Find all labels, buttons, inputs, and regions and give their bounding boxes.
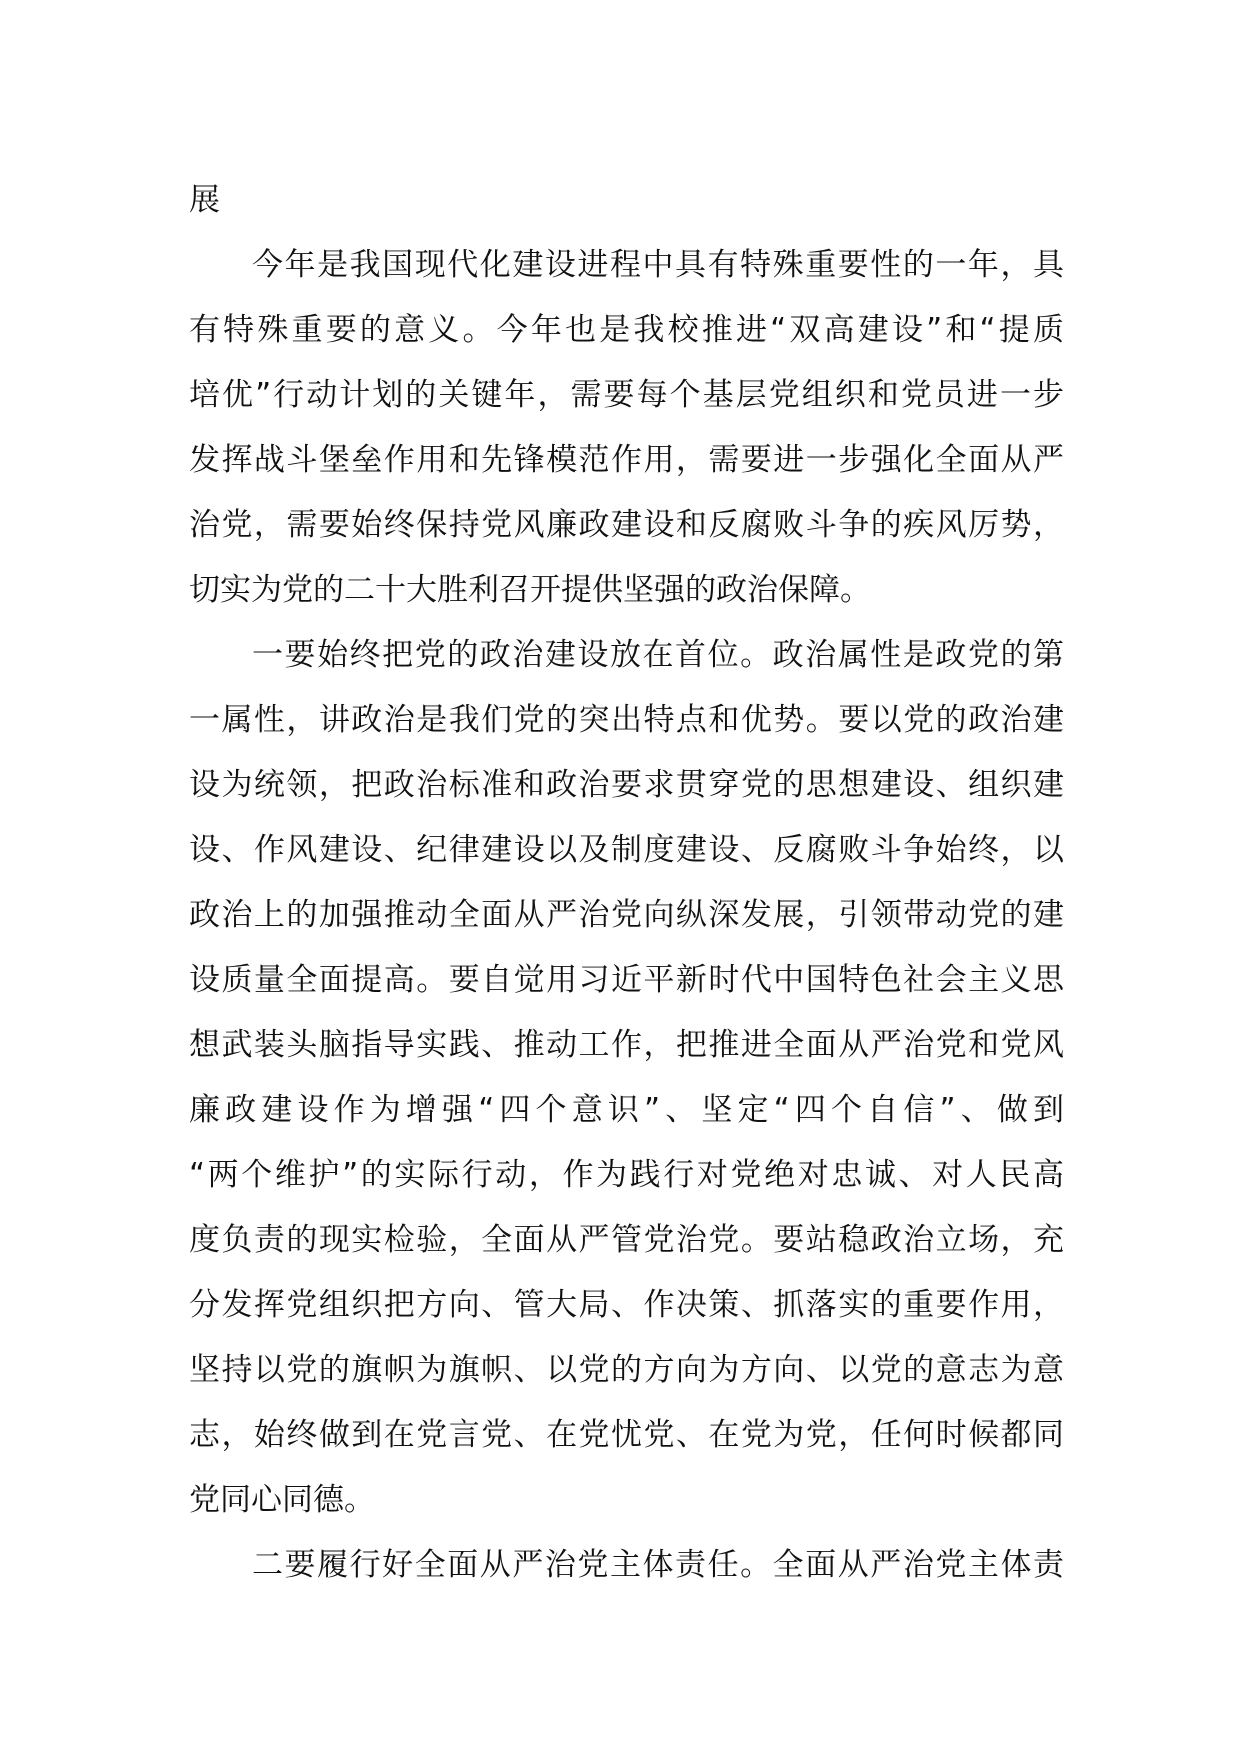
text-line: 设为统领，把政治标准和政治要求贯穿党的思想建设、组织建 (189, 767, 1064, 803)
text-line: 坚持以党的旗帜为旗帜、以党的方向为方向、以党的意志为意 (189, 1352, 1064, 1388)
text-line: 有特殊重要的意义。今年也是我校推进“双高建设”和“提质 (189, 312, 1064, 348)
text-line: 分发挥党组织把方向、管大局、作决策、抓落实的重要作用， (189, 1287, 1064, 1323)
text-line: 二要履行好全面从严治党主体责任。全面从严治党主体责 (252, 1547, 1064, 1583)
text-line: 廉政建设作为增强“四个意识”、坚定“四个自信”、做到 (189, 1092, 1064, 1128)
text-line: 切实为党的二十大胜利召开提供坚强的政治保障。 (189, 572, 871, 608)
text-line: 发挥战斗堡垒作用和先锋模范作用，需要进一步强化全面从严 (189, 442, 1064, 478)
text-line: 度负责的现实检验，全面从严管党治党。要站稳政治立场，充 (189, 1222, 1064, 1258)
text-line: 治党，需要始终保持党风廉政建设和反腐败斗争的疾风厉势， (189, 507, 1064, 543)
text-line: 想武装头脑指导实践、推动工作，把推进全面从严治党和党风 (189, 1027, 1064, 1063)
text-line: 今年是我国现代化建设进程中具有特殊重要性的一年，具 (252, 247, 1064, 283)
text-line: 设质量全面提高。要自觉用习近平新时代中国特色社会主义思 (189, 962, 1064, 998)
text-line: 志，始终做到在党言党、在党忧党、在党为党，任何时候都同 (189, 1417, 1064, 1453)
document-body (189, 168, 1064, 1598)
text-line: 培优”行动计划的关键年，需要每个基层党组织和党员进一步 (189, 377, 1064, 413)
text-line: 一属性，讲政治是我们党的突出特点和优势。要以党的政治建 (189, 702, 1064, 738)
text-line: 党同心同德。 (189, 1482, 375, 1518)
text-line: “两个维护”的实际行动，作为践行对党绝对忠诚、对人民高 (189, 1157, 1064, 1193)
text-line: 展 (189, 182, 220, 218)
text-line: 政治上的加强推动全面从严治党向纵深发展，引领带动党的建 (189, 897, 1064, 933)
text-line: 设、作风建设、纪律建设以及制度建设、反腐败斗争始终，以 (189, 832, 1064, 868)
text-line: 一要始终把党的政治建设放在首位。政治属性是政党的第 (252, 637, 1064, 673)
